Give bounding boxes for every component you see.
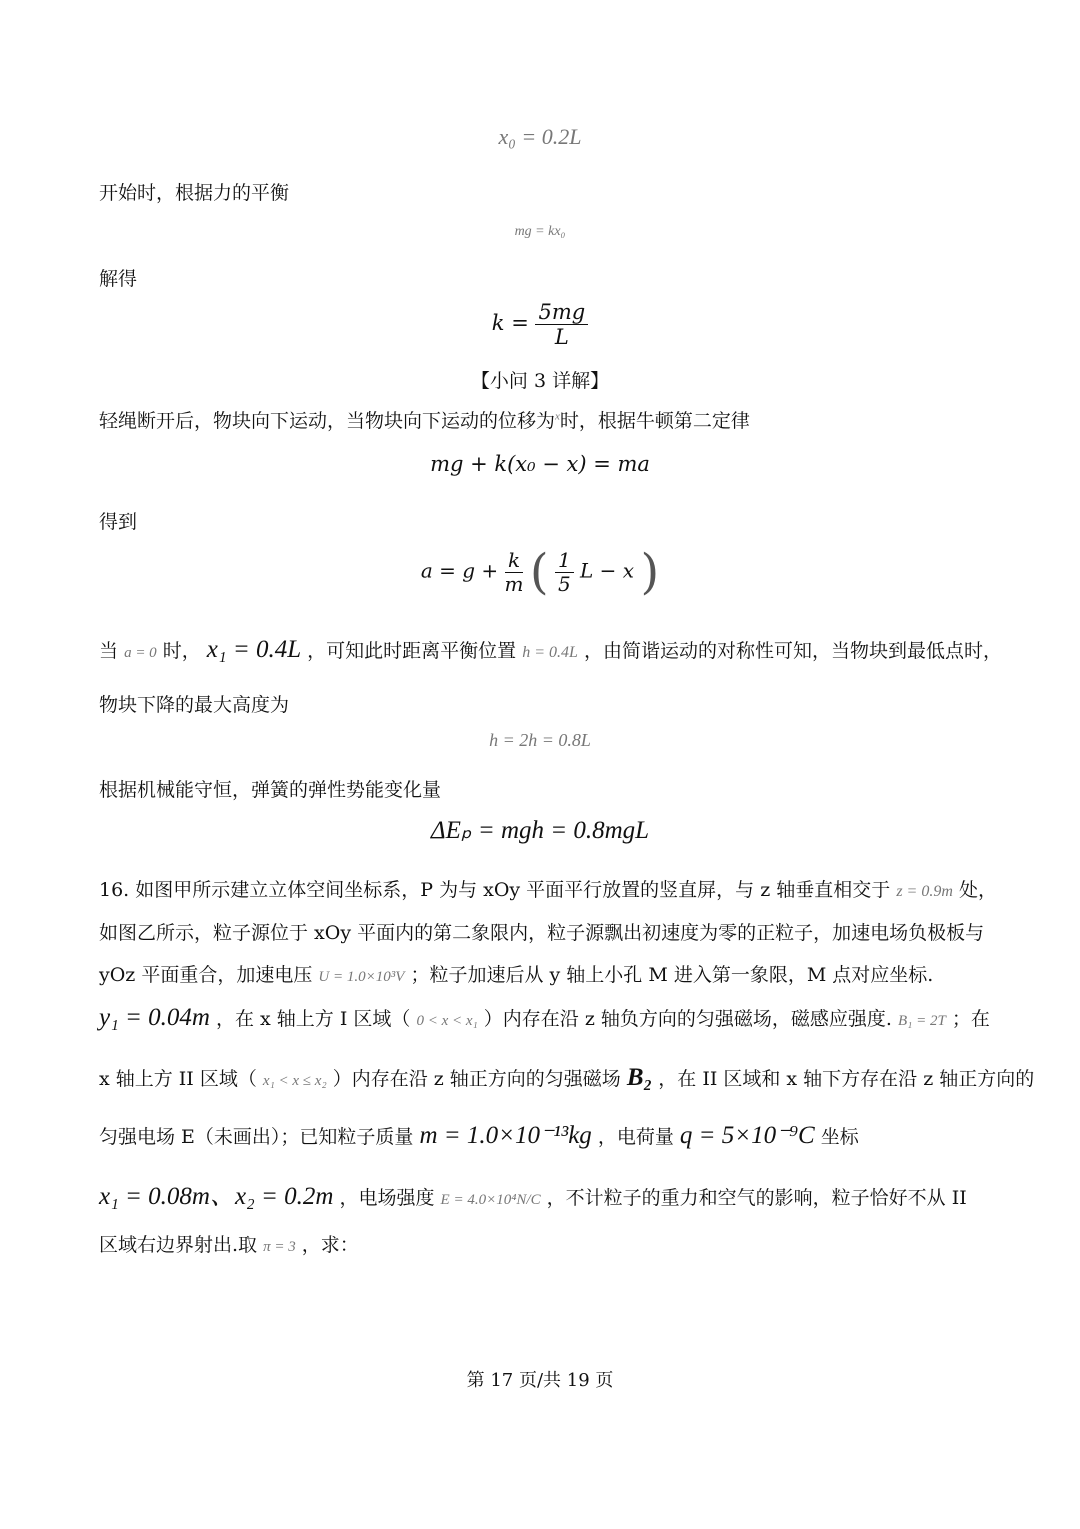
q16-line-4-text: ，在 x 轴上方 I 区域（	[216, 1008, 411, 1030]
q16-line-8-end: ，求：	[301, 1234, 359, 1256]
equation-x0: x₀ = 0.2L	[498, 124, 582, 149]
equation-region-2: x₁ < x ≤ x₂	[262, 1073, 327, 1089]
fraction-k-over-m-denominator: m	[504, 571, 524, 596]
q16-line-6-end: 坐标	[820, 1126, 859, 1148]
q16-line-7-end: ，不计粒子的重力和空气的影响，粒子恰好不从 II	[546, 1187, 967, 1209]
q16-line-6-middle: ，电荷量	[597, 1126, 674, 1148]
q16-line-4-middle: ）内存在沿 z 轴负方向的匀强磁场，磁感应强度.	[483, 1008, 892, 1030]
text-get: 得到	[99, 511, 138, 533]
q16-line-1	[99, 875, 997, 902]
equation-ep: ΔEₚ = mgh = 0.8mgL	[430, 817, 650, 844]
q16-line-5-end: ，在 II 区域和 x 轴下方存在沿 z 轴正方向的	[658, 1068, 1035, 1090]
equation-h-inline: h = 0.4L	[522, 644, 578, 661]
equation-k-lhs: k =	[491, 311, 529, 336]
q16-line-8	[99, 1230, 359, 1257]
text-max-height: 物块下降的最大高度为	[99, 694, 290, 716]
q16-line-4-end: ；在	[951, 1008, 990, 1030]
equation-a-rest: L − x	[580, 558, 635, 583]
equation-pi: π = 3	[263, 1239, 296, 1255]
q16-line-6-text: 匀强电场 E（未画出）；已知粒子质量	[99, 1126, 414, 1148]
text-after-rope	[99, 406, 750, 433]
q16-line-5-middle: ）内存在沿 z 轴正方向的匀强磁场	[332, 1068, 621, 1090]
heading-sub-question-3: 【小问 3 详解】	[470, 370, 610, 392]
q16-line-5-text: x 轴上方 II 区域（	[99, 1068, 257, 1090]
equation-acceleration	[0, 544, 1080, 600]
text-when-a-zero	[99, 636, 1002, 664]
text-after-rope-start: 轻绳断开后，物块向下运动，当物块向下运动的位移为	[99, 410, 556, 432]
q16-line-4	[99, 1004, 990, 1032]
page-footer: 第 17 页/共 19 页	[466, 1370, 614, 1391]
q16-line-6	[99, 1120, 859, 1150]
text-after-rope-end: 时，根据牛顿第二定律	[559, 410, 750, 432]
equation-field-strength: E = 4.0×10⁴N/C	[440, 1192, 541, 1208]
equation-newton: mg + k(x₀ − x) = ma	[430, 452, 650, 476]
q16-line-2: 如图乙所示，粒子源位于 xOy 平面内的第二象限内，粒子源飘出初速度为零的正粒子，加速电场负极板与	[99, 922, 985, 944]
equation-mg-kx0: mg = kx₀	[514, 224, 566, 239]
equation-a-zero: a = 0	[124, 645, 157, 661]
variable-x: x	[555, 410, 560, 423]
q16-line-1-text: 16. 如图甲所示建立立体空间坐标系，P 为与 xOy 平面平行放置的竖直屏，与 z 轴垂直相交于	[99, 879, 891, 901]
text-start-balance: 开始时，根据力的平衡	[99, 182, 290, 204]
text-solve: 解得	[99, 268, 138, 290]
left-paren-icon: (	[529, 544, 549, 600]
equation-k	[0, 300, 1080, 349]
q16-line-1-end: 处，	[958, 879, 997, 901]
text-when: 当	[99, 640, 119, 662]
equation-b2: B₂	[626, 1064, 653, 1091]
equation-region-1: 0 < x < x₁	[416, 1013, 478, 1029]
fraction-k-denominator: L	[554, 325, 569, 350]
q16-line-3	[99, 960, 933, 987]
equation-b1: B₁ = 2T	[897, 1013, 946, 1029]
equation-y1: y₁ = 0.04m	[99, 1004, 210, 1031]
q16-line-5	[99, 1064, 1034, 1092]
fraction-k	[535, 300, 588, 349]
text-energy: 根据机械能守恒，弹簧的弹性势能变化量	[99, 779, 442, 801]
q16-line-7-text: ，电场强度	[339, 1187, 435, 1209]
q16-line-3-text: yOz 平面重合，加速电压	[99, 964, 313, 986]
right-paren-icon: )	[640, 544, 660, 600]
q16-line-7	[99, 1176, 967, 1212]
equation-x1: x₁ = 0.4L	[206, 636, 302, 663]
text-distance: ，可知此时距离平衡位置	[307, 640, 517, 662]
fraction-k-over-m	[505, 549, 524, 596]
equation-voltage: U = 1.0×10³V	[318, 969, 405, 985]
text-symmetry: ，由简谐运动的对称性可知，当物块到最低点时，	[583, 640, 1002, 662]
equation-h: h = 2h = 0.8L	[489, 730, 591, 750]
fraction-one-fifth-denominator: 5	[557, 571, 571, 596]
equation-a-lhs: a = g +	[420, 558, 499, 583]
equation-mass: m = 1.0×10⁻¹³kg	[419, 1122, 592, 1149]
fraction-k-numerator: 5mg	[535, 300, 588, 325]
q16-line-8-text: 区域右边界射出.取	[99, 1234, 258, 1256]
fraction-k-over-m-numerator: k	[505, 549, 524, 573]
equation-z: z = 0.9m	[896, 883, 953, 900]
equation-charge: q = 5×10⁻⁹C	[679, 1122, 815, 1149]
fraction-one-fifth	[555, 549, 574, 596]
text-time: 时，	[162, 640, 201, 662]
fraction-one-fifth-numerator: 1	[555, 549, 574, 573]
q16-line-3-end: ；粒子加速后从 y 轴上小孔 M 进入第一象限，M 点对应坐标.	[410, 964, 934, 986]
equation-x1-x2: x₁ = 0.08m、x₂ = 0.2m	[99, 1183, 334, 1210]
